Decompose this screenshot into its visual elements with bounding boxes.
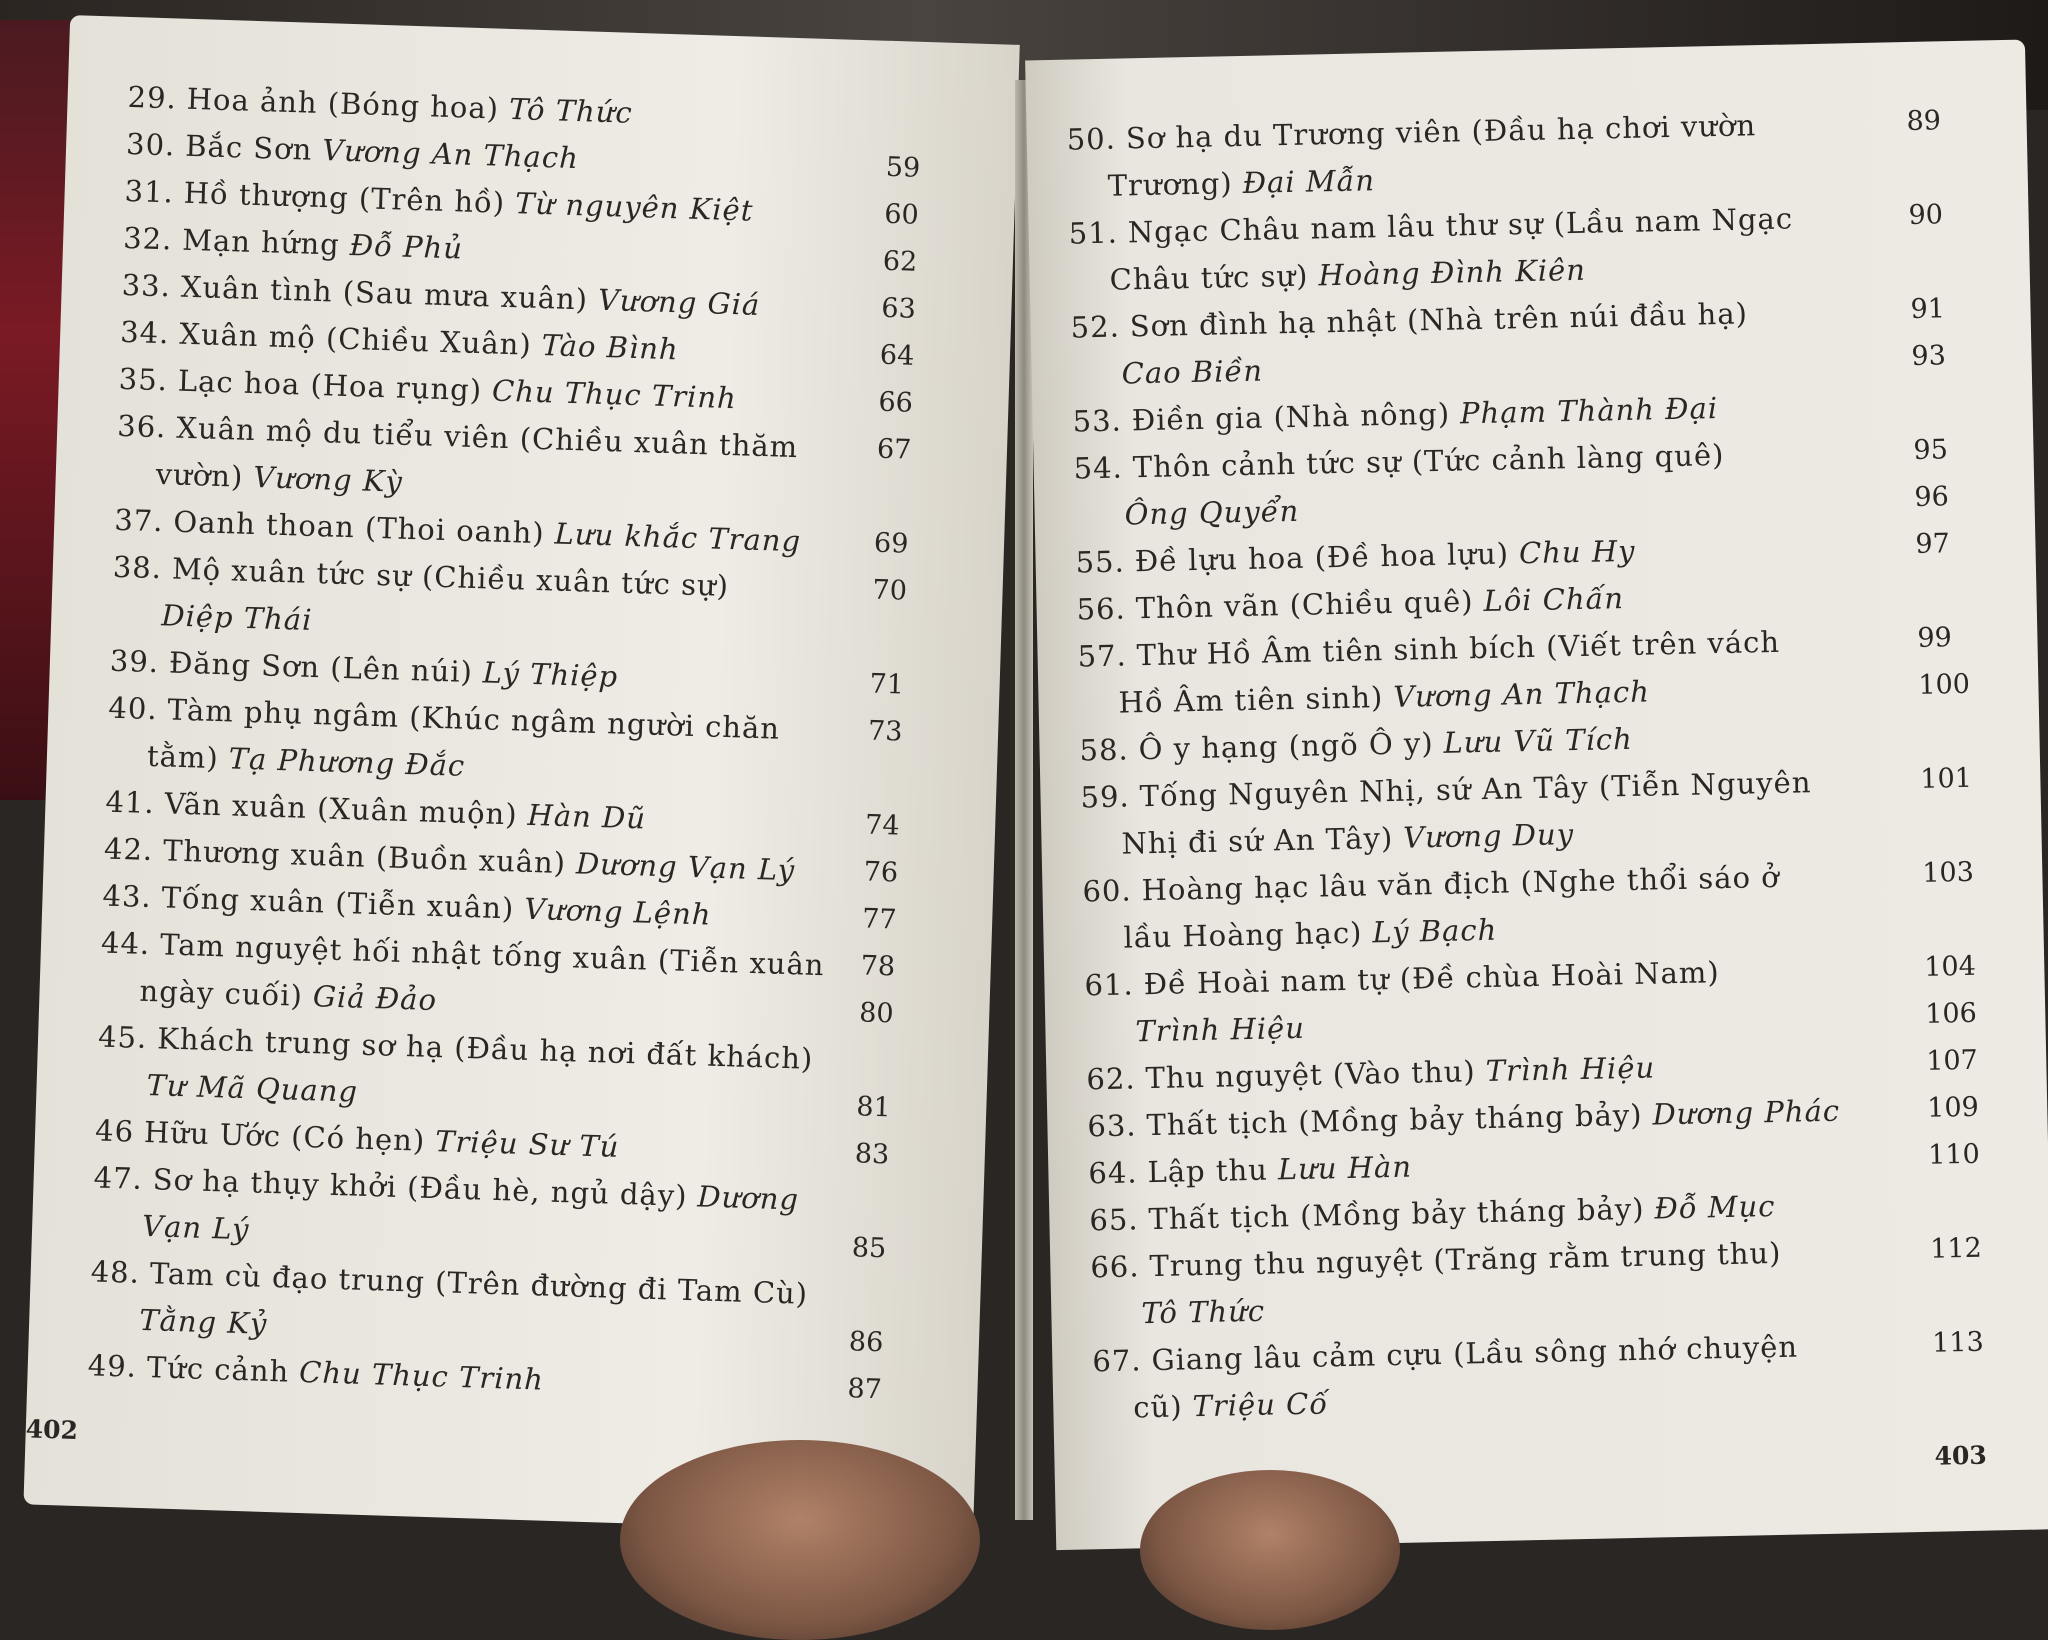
toc-entry-author: Lưu Hàn (1277, 1149, 1413, 1187)
toc-entry (1082, 857, 1790, 912)
toc-entry (119, 1299, 268, 1344)
toc-entry (1111, 814, 1574, 864)
thumb (620, 1440, 980, 1640)
toc-entry-number: 45. (97, 1019, 148, 1055)
toc-entry-number (119, 1302, 120, 1336)
toc-entry-title: Xuân mộ du tiểu viên (Chiều xuân thăm (175, 410, 799, 465)
toc-entry-author: Giả Đảo (312, 979, 438, 1018)
toc-page-number: 64 (879, 339, 915, 372)
toc-page-number: 62 (882, 245, 918, 278)
toc-entry-author: Cao Biền (1121, 353, 1264, 391)
toc-entry-title: Thất tịch (Mồng bảy tháng bảy) (1148, 1191, 1645, 1237)
toc-page-number: 90 (1908, 199, 1944, 232)
toc-entry-number: 52. (1070, 309, 1121, 345)
toc-entry (105, 782, 647, 839)
toc-entry-author: Chu Hy (1518, 533, 1636, 571)
toc-entry-author: Dương Phác (1652, 1093, 1841, 1132)
toc-entry-title: Sơ hạ du Trương viên (Đầu hạ chơi vườn (1125, 108, 1757, 156)
toc-entry-number: 35. (118, 361, 169, 398)
toc-page-number: 101 (1920, 762, 1973, 795)
toc-entry-author (1757, 296, 1758, 330)
toc-entry-number: 51. (1068, 215, 1119, 251)
toc-entry-author: Hàn Dũ (527, 797, 647, 836)
toc-entry-title: Khách trung sơ hạ (Đầu hạ nơi đất khách) (156, 1021, 814, 1076)
toc-page-number: 85 (851, 1232, 887, 1265)
toc-entry-number: 60. (1082, 873, 1132, 909)
toc-entry-title: Điền gia (Nhà nông) (1131, 396, 1451, 438)
toc-entry-title: lầu Hoàng hạc) (1123, 915, 1363, 955)
toc-entry (1066, 105, 1766, 160)
toc-entry (1089, 1186, 1776, 1240)
toc-entry-number (1115, 1015, 1116, 1049)
toc-entry-title: Xuân mộ (Chiều Xuân) (178, 316, 533, 362)
toc-entry (123, 218, 464, 269)
toc-entry-number: 54. (1073, 450, 1124, 486)
toc-entry (1121, 1291, 1266, 1334)
finger (1140, 1470, 1400, 1630)
toc-page-number: 66 (877, 386, 914, 419)
toc-entry-author (834, 949, 835, 983)
toc-entry-title: Ô y hạng (ngõ Ô y) (1138, 726, 1434, 767)
toc-entry (87, 1345, 544, 1399)
toc-entry-number: 64. (1088, 1155, 1138, 1191)
toc-entry-author: Trình Hiệu (1485, 1050, 1656, 1089)
toc-entry-number: 32. (122, 220, 173, 257)
toc-entry-author: Từ nguyên Kiệt (514, 186, 754, 228)
toc-page-number: 87 (846, 1373, 883, 1406)
toc-entry-author: Lưu khắc Trang (554, 516, 802, 559)
toc-entry-number: 33. (121, 267, 172, 304)
toc-entry (1086, 1048, 1655, 1100)
toc-entry-title (129, 1303, 130, 1337)
toc-entry-number: 56. (1076, 591, 1127, 627)
toc-page-number: 69 (873, 527, 909, 560)
toc-entry-number: 34. (119, 314, 170, 351)
toc-page-number: 71 (869, 668, 905, 701)
toc-entry-author: Vạn Lý (141, 1208, 250, 1247)
toc-entry-number (1108, 686, 1109, 720)
toc-entry-number: 31. (124, 173, 175, 210)
toc-entry-author: Tư Mã Quang (146, 1068, 359, 1109)
toc-entry (1101, 351, 1263, 394)
toc-entry-number: 30. (125, 126, 176, 163)
toc-entry-author: Tào Bình (541, 328, 680, 367)
toc-page-number: 67 (876, 433, 912, 466)
toc-entry-number (136, 739, 137, 773)
toc-entry (1072, 388, 1718, 442)
toc-entry (1092, 1326, 1808, 1381)
toc-entry-author: Dương (696, 1179, 800, 1217)
toc-page-number: 103 (1922, 856, 1975, 889)
toc-entry (1084, 952, 1730, 1006)
toc-entry-author (1803, 201, 1804, 235)
toc-entry-number (1097, 169, 1098, 203)
toc-entry-number (1121, 1297, 1122, 1331)
toc-page-number: 70 (872, 574, 908, 607)
toc-page-number: 83 (854, 1138, 890, 1171)
toc-entry-author (738, 569, 739, 603)
toc-entry-author (808, 430, 809, 464)
toc-entry (1113, 910, 1498, 958)
toc-page-number: 60 (883, 198, 920, 231)
toc-entry (145, 454, 403, 502)
left-page (23, 15, 1019, 1534)
toc-page-number: 106 (1924, 997, 1978, 1030)
toc-entry-number: 38. (112, 549, 163, 586)
toc-page-number: 91 (1910, 293, 1946, 325)
toc-entry (1104, 491, 1299, 535)
toc-page-number: 109 (1926, 1091, 1980, 1124)
toc-entry-author: Vương Duy (1402, 817, 1575, 855)
toc-page-number: 77 (861, 903, 898, 936)
toc-entry-title: Oanh thoan (Thoi oanh) (172, 504, 546, 551)
toc-entry-number (1123, 1391, 1124, 1425)
toc-entry (1115, 1008, 1305, 1052)
left-page-number: 402 (25, 1414, 79, 1446)
toc-entry-number: 47. (93, 1160, 144, 1196)
toc-entry (1080, 762, 1822, 818)
toc-entry-number: 65. (1089, 1202, 1139, 1238)
toc-entry-author: Triệu Cố (1192, 1386, 1329, 1424)
toc-page-number: 80 (858, 997, 895, 1030)
toc-entry-author: Dương Vạn Lý (575, 846, 796, 888)
toc-entry (1079, 719, 1633, 771)
toc-entry-number: 29. (127, 79, 178, 116)
toc-page-number: 100 (1918, 668, 1971, 701)
toc-entry-author: Chu Thục Trinh (298, 1354, 545, 1397)
toc-entry-author: Tô Thức (1141, 1293, 1266, 1331)
toc-entry-author (1790, 625, 1791, 659)
toc-entry-number: 44. (100, 925, 151, 962)
toc-entry (126, 1064, 359, 1111)
toc-entry-title: ngày cuối) (139, 973, 304, 1013)
toc-entry-title: Thương xuân (Buồn xuân) (162, 833, 567, 881)
toc-entry-author (1808, 1329, 1809, 1363)
toc-entry-title (132, 1209, 133, 1243)
toc-entry (1090, 1233, 1792, 1288)
toc-page-number: 96 (1914, 481, 1950, 513)
toc-entry-title: Mạn hứng (181, 222, 341, 262)
toc-entry (109, 641, 618, 697)
toc-entry-number: 58. (1079, 732, 1130, 768)
toc-entry (1070, 293, 1758, 347)
toc-entry-number (1113, 921, 1114, 955)
toc-entry-author (1791, 1236, 1792, 1270)
toc-entry-number (1099, 263, 1100, 297)
toc-entry (95, 1110, 620, 1166)
toc-entry-title (1131, 1297, 1132, 1331)
toc-page-number: 104 (1923, 950, 1977, 983)
toc-page-number: 97 (1915, 528, 1951, 560)
toc-entry-number (145, 457, 146, 491)
toc-entry (1123, 1383, 1329, 1427)
toc-entry-title: Lập thu (1147, 1152, 1269, 1190)
toc-entry (126, 124, 580, 178)
toc-page-number: 78 (860, 950, 896, 983)
toc-entry-author: Tô Thức (508, 91, 634, 130)
toc-entry-title: Hoa ảnh (Bóng hoa) (186, 81, 500, 126)
toc-entry-number: 40. (107, 690, 159, 727)
toc-entry-number: 57. (1077, 638, 1128, 674)
toc-page-number: 63 (880, 292, 917, 325)
toc-entry-title: Hồ thượng (Trên hồ) (183, 175, 506, 220)
toc-entry-title (136, 1068, 137, 1102)
toc-entry-title: Tức cảnh (146, 1350, 290, 1389)
toc-entry-number: 61. (1084, 967, 1134, 1003)
toc-entry-title: Tống xuân (Tiễn xuân) (161, 880, 515, 926)
toc-entry-number: 55. (1075, 544, 1126, 580)
toc-entry-author: Ông Quyển (1124, 493, 1300, 532)
toc-entry-title: Thất tịch (Mồng bảy tháng bảy) (1146, 1097, 1643, 1143)
toc-entry-author: Tạ Phương Đắc (228, 741, 466, 783)
toc-entry-number: 59. (1080, 779, 1131, 815)
toc-entry (1073, 435, 1735, 489)
toc-entry-author: Vương An Thạch (1392, 674, 1651, 714)
toc-entry-author (823, 1042, 824, 1076)
toc-entry-title (1111, 357, 1112, 391)
toc-entry-title: Hồ Âm tiên sinh) (1118, 680, 1384, 720)
toc-entry (1087, 1091, 1840, 1147)
toc-entry-author: Tằng Kỷ (138, 1302, 268, 1341)
toc-entry-number: 66. (1090, 1249, 1140, 1285)
toc-entry (1068, 198, 1803, 253)
toc-entry (129, 970, 438, 1020)
toc-entry-title (1125, 1015, 1126, 1049)
toc-entry-title: cũ) (1132, 1389, 1183, 1425)
toc-entry-number: 36. (116, 408, 167, 445)
toc-entry-title: Tam nguyệt hối nhật tống xuân (Tiễn xuân (159, 927, 826, 983)
toc-entry-title: Tống Nguyên Nhị, sứ An Tây (Tiễn Nguyên (1139, 765, 1812, 814)
toc-entry-author (1821, 765, 1822, 799)
toc-entry (127, 77, 633, 133)
toc-entry-title: Nhị đi sứ An Tây) (1121, 820, 1394, 861)
toc-entry (122, 1205, 250, 1249)
toc-page-number: 76 (863, 856, 899, 889)
toc-entry-number: 62. (1086, 1061, 1136, 1097)
toc-entry-title: Hoàng hạc lâu văn địch (Nghe thổi sáo ở (1141, 859, 1780, 908)
toc-entry-author (1734, 438, 1735, 472)
toc-page-number: 89 (1906, 105, 1942, 138)
toc-entry-number: 37. (113, 502, 165, 539)
toc-entry-author: Vương Kỳ (252, 460, 404, 499)
toc-page-number: 110 (1927, 1138, 1981, 1171)
toc-entry-author: Diệp Thái (160, 598, 313, 637)
toc-entry-title: Trương) (1107, 166, 1233, 203)
toc-entry-number: 39. (109, 643, 160, 680)
toc-page-number: 93 (1911, 340, 1947, 372)
toc-entry-number (129, 973, 130, 1007)
toc-entry-author: Hoàng Đình Kiên (1318, 252, 1587, 293)
toc-page-number: 95 (1913, 434, 1949, 466)
toc-entry-number: 41. (105, 784, 156, 821)
toc-entry-number: 49. (87, 1348, 138, 1384)
toc-page-number: 73 (867, 715, 903, 748)
toc-entry-title (1114, 498, 1115, 532)
toc-entry-author: Vương Giá (597, 282, 761, 322)
toc-entry-author (789, 712, 790, 746)
toc-page-number: 99 (1917, 622, 1953, 654)
toc-entry-author: Vương Lệnh (523, 891, 713, 932)
toc-entry (1077, 622, 1790, 677)
toc-entry-title: Đề lựu hoa (Đề hoa lựu) (1134, 536, 1510, 579)
toc-entry-title: Mộ xuân tức sự (Chiều xuân tức sự) (171, 551, 730, 604)
toc-entry-title: Lạc hoa (Hoa rụng) (177, 363, 483, 408)
toc-entry-author (1766, 108, 1767, 142)
toc-page-number: 113 (1931, 1326, 1985, 1359)
toc-entry-author (818, 1277, 819, 1311)
toc-entry-author: Chu Thục Trinh (491, 373, 738, 416)
toc-entry-title: tằm) (146, 738, 220, 776)
toc-entry-author: Vương An Thạch (321, 133, 580, 176)
toc-entry-title: Thôn cảnh tức sự (Tức cảnh làng quê) (1132, 437, 1725, 485)
toc-page-number: 59 (885, 151, 921, 184)
right-page (1025, 40, 2048, 1551)
toc-entry-number: 48. (90, 1254, 141, 1290)
toc-entry-number: 67. (1092, 1343, 1142, 1379)
toc-entry-title: Đề Hoài nam tự (Đề chùa Hoài Nam) (1143, 955, 1720, 1002)
toc-entry-number (1104, 498, 1105, 532)
toc-entry (136, 736, 465, 786)
toc-entry-number (122, 1208, 123, 1242)
toc-entry-number (141, 598, 142, 632)
toc-entry-title: Xuân tình (Sau mưa xuân) (180, 269, 589, 317)
toc-entry-title: Thu nguyệt (Vào thu) (1145, 1054, 1476, 1096)
toc-entry (1099, 250, 1586, 300)
toc-entry-title: Ngạc Châu nam lâu thư sự (Lầu nam Ngạc (1127, 201, 1794, 250)
toc-entry-author: Đỗ Phủ (349, 227, 464, 266)
toc-entry-title: vườn) (155, 457, 244, 494)
toc-entry-title: Châu tức sự) (1109, 258, 1309, 297)
toc-page-number: 112 (1929, 1232, 1983, 1265)
toc-entry-author: Lôi Chấn (1483, 581, 1625, 618)
toc-entry-title: Trung thu nguyệt (Trăng rằm trung thu) (1149, 1235, 1782, 1284)
toc-entry-title: Thư Hồ Âm tiên sinh bích (Viết trên vách (1136, 624, 1781, 673)
right-page-number: 403 (1934, 1440, 1988, 1471)
toc-page-number: 107 (1925, 1044, 1979, 1077)
toc-entry (1088, 1147, 1412, 1194)
toc-entry-author (1729, 955, 1730, 989)
toc-entry-author: Lý Thiệp (482, 655, 619, 694)
toc-entry (1108, 672, 1650, 723)
toc-entry-author: Trình Hiệu (1135, 1010, 1306, 1049)
toc-entry-author: Phạm Thành Đại (1459, 391, 1719, 431)
toc-entry-author: Lưu Vũ Tích (1443, 721, 1634, 760)
toc-entry-author: Lý Bạch (1372, 912, 1498, 950)
toc-entry-title: Sơn đình hạ nhật (Nhà trên núi đầu hạ) (1129, 296, 1749, 344)
toc-page-number: 74 (864, 809, 901, 842)
toc-entry-number: 46 (94, 1113, 135, 1149)
toc-page-number: 81 (855, 1091, 892, 1124)
toc-entry-title: Giang lâu cảm cựu (Lầu sông nhớ chuyện (1151, 1329, 1799, 1378)
toc-entry-title (151, 598, 152, 632)
toc-entry-number: 50. (1066, 121, 1117, 157)
toc-entry (1075, 531, 1636, 583)
toc-entry-author: Đại Mẫn (1242, 163, 1376, 200)
toc-entry-title: Tàm phụ ngâm (Khúc ngâm người chăn (167, 692, 781, 746)
toc-entry (1076, 578, 1624, 629)
toc-entry-number: 53. (1072, 403, 1123, 439)
toc-page-number: 86 (848, 1326, 884, 1359)
toc-entry-number: 63. (1087, 1108, 1137, 1144)
toc-entry-title: Tam cù đạo trung (Trên đường đi Tam Cù) (149, 1256, 809, 1311)
toc-entry-number: 43. (102, 878, 153, 915)
toc-entry-number (1111, 827, 1112, 861)
toc-entry-number: 42. (103, 831, 154, 868)
toc-entry-title: Hữu Ước (Có hẹn) (143, 1114, 426, 1158)
toc-entry-author (1789, 860, 1790, 894)
toc-entry-title: Vãn xuân (Xuân muộn) (164, 786, 519, 832)
toc-entry-number (126, 1067, 127, 1101)
toc-entry (1097, 160, 1375, 206)
toc-entry-title: Đăng Sơn (Lên núi) (168, 645, 474, 690)
toc-entry (141, 595, 313, 640)
toc-entry-author: Đỗ Mục (1654, 1189, 1776, 1226)
toc-entry-author: Triệu Sư Tú (434, 1124, 620, 1164)
toc-entry-number (1101, 357, 1102, 391)
toc-entry-title: Bắc Sơn (184, 128, 313, 167)
toc-entry-title: Thôn vãn (Chiều quê) (1135, 584, 1474, 626)
toc-entry-title: Sơ hạ thụy khởi (Đầu hè, ngủ dậy) (152, 1162, 689, 1214)
